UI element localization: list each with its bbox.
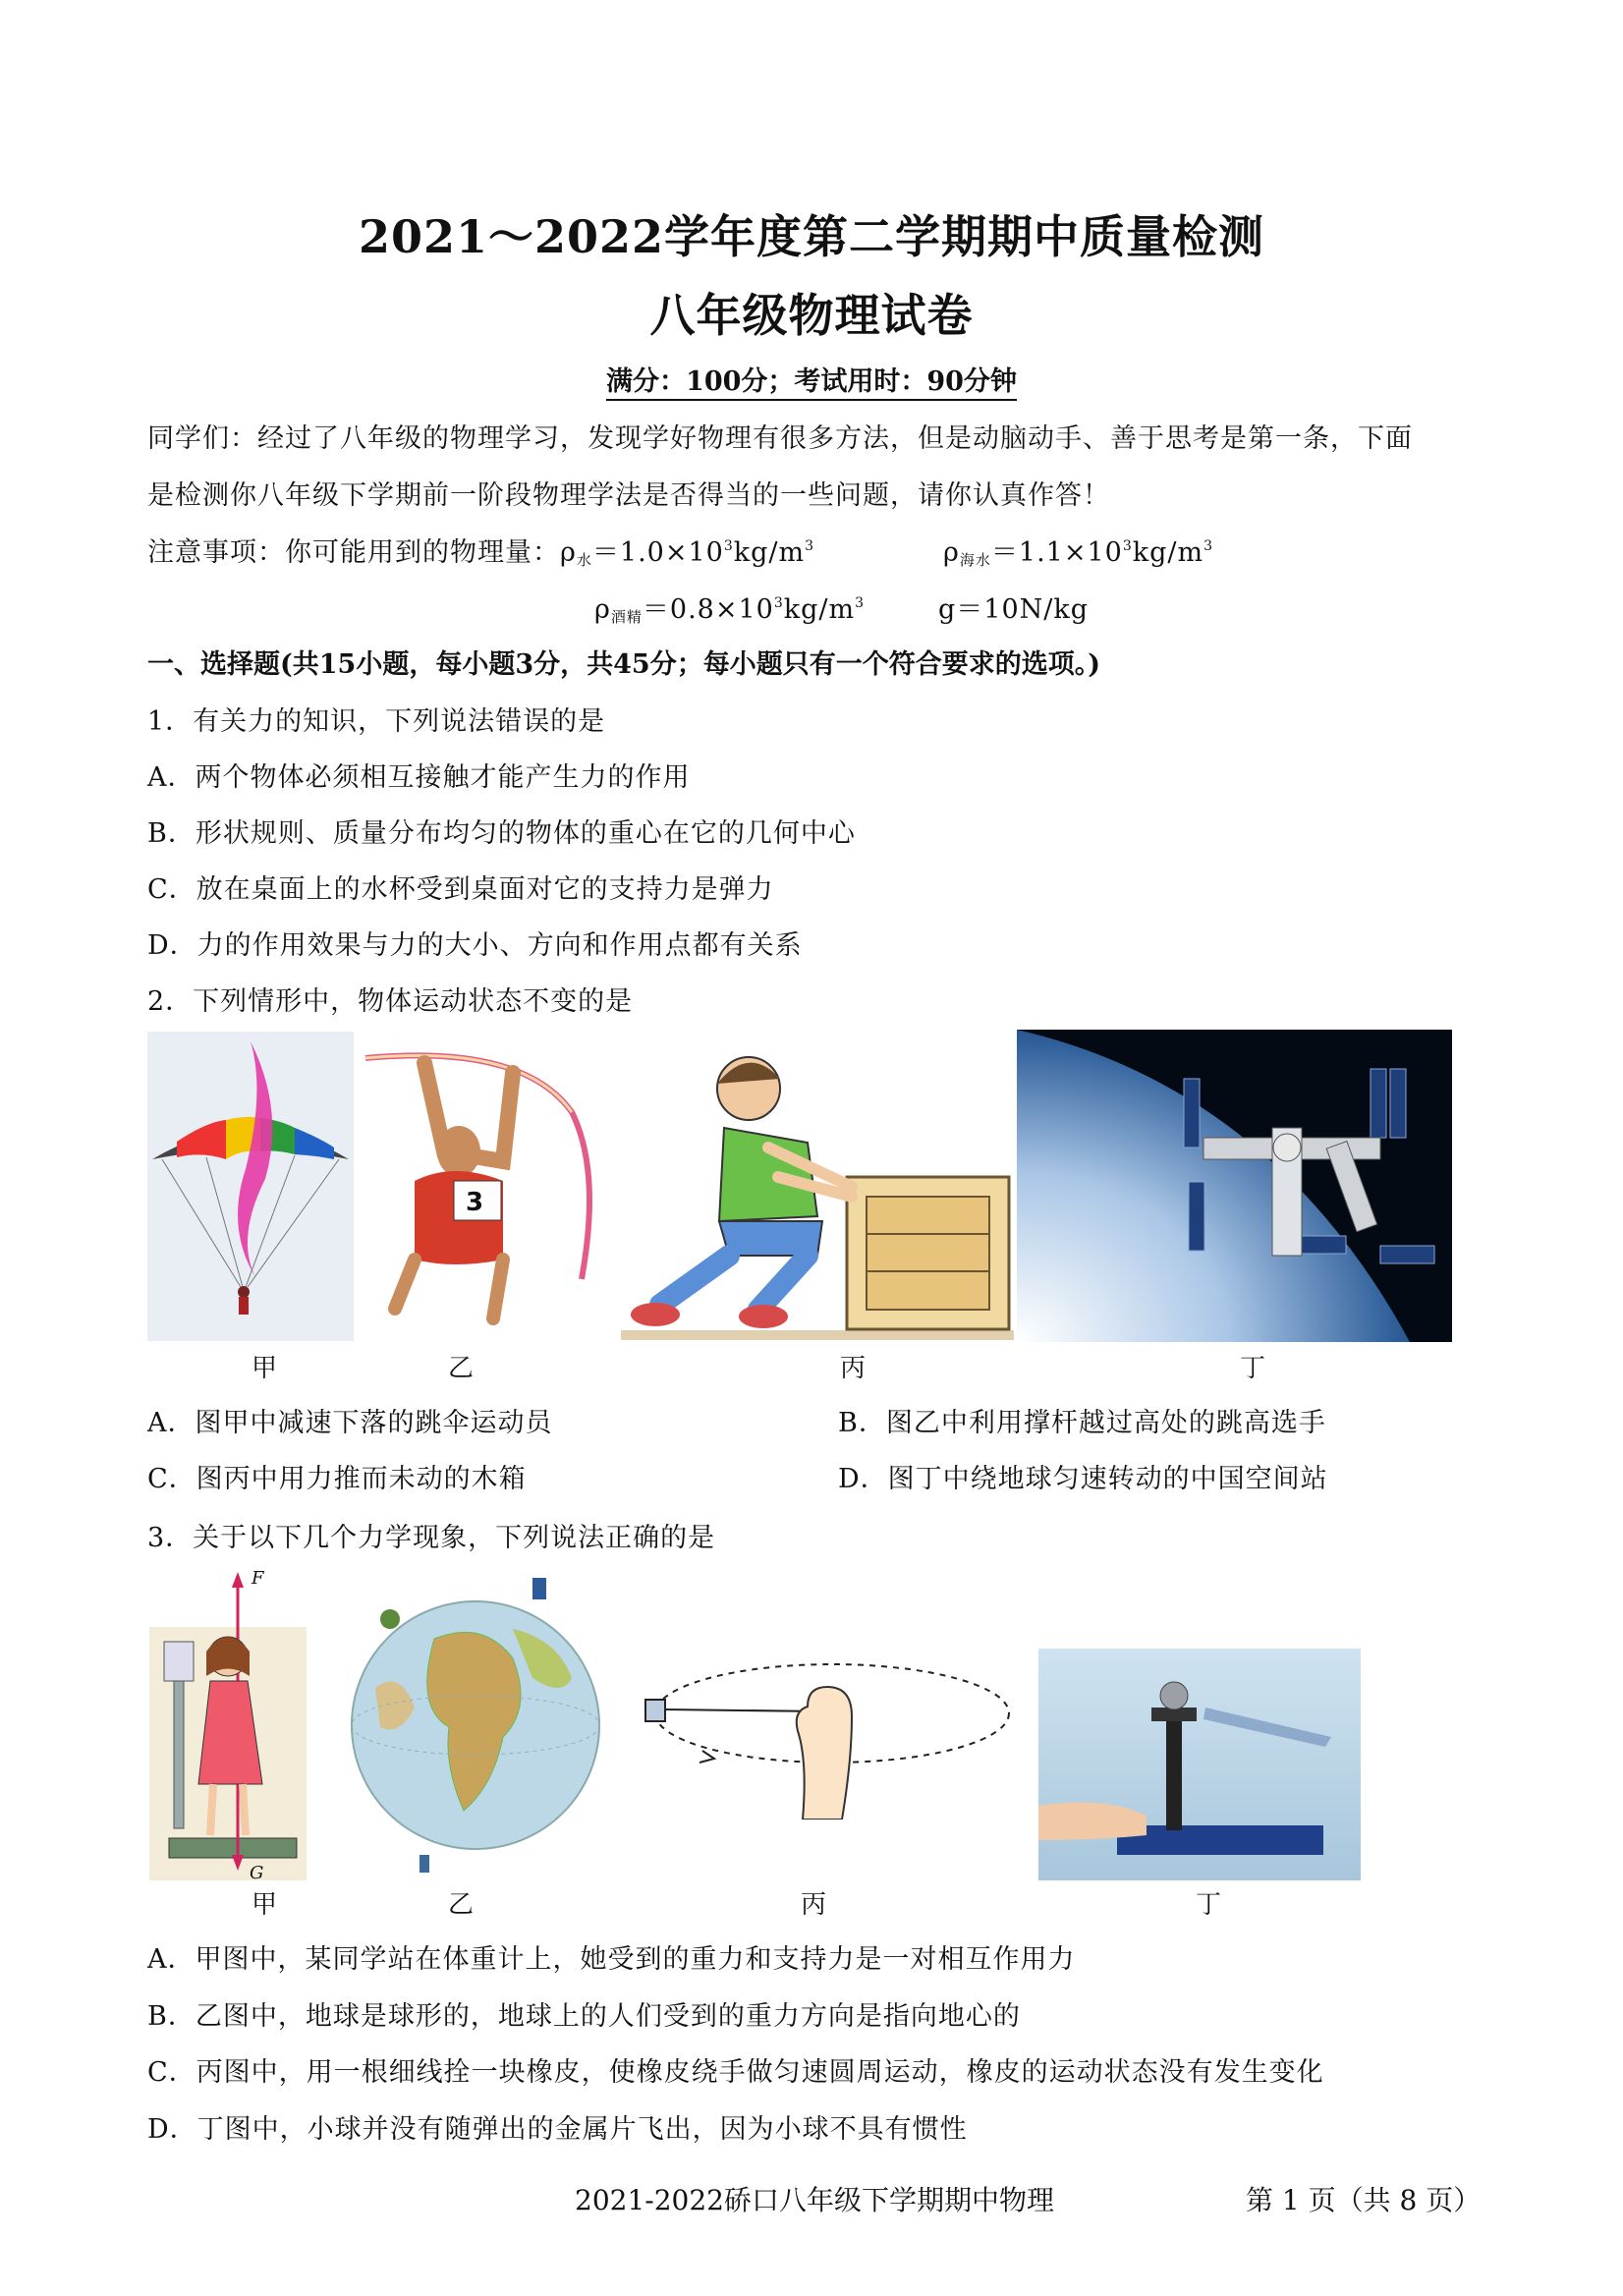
q2-option-a: A．图甲中减速下落的跳伞运动员	[147, 1408, 553, 1438]
q2-caption-jia: 甲	[252, 1354, 278, 1383]
exam-title: 2021～2022学年度第二学期期中质量检测	[358, 210, 1265, 263]
q1-option-a: A．两个物体必须相互接触才能产生力的作用	[147, 762, 691, 793]
q2-caption-ding: 丁	[1240, 1354, 1266, 1383]
q2-option-d: D．图丁中绕地球匀速转动的中国空间站	[838, 1464, 1328, 1494]
constants-row-1: 注意事项：你可能用到的物理量：$\rho_水=1.0\times 10^3kg/m^3$	[147, 537, 814, 569]
exam-subtitle: 八年级物理试卷	[649, 289, 974, 342]
q2-figure-space-station	[1017, 1030, 1452, 1342]
q3-option-c: C．丙图中，用一根细线拴一块橡皮，使橡皮绕手做匀速圆周运动，橡皮的运动状态没有发生变化	[147, 2057, 1324, 2088]
q3-figure-circular-motion	[641, 1643, 1019, 1820]
q3-figure-weight-scale	[149, 1568, 312, 1880]
q3-option-b: B．乙图中，地球是球形的，地球上的人们受到的重力方向是指向地心的	[147, 2001, 1021, 2032]
q3-option-a: A．甲图中，某同学站在体重计上，她受到的重力和支持力是一对相互作用力	[147, 1944, 1076, 1975]
constant-alcohol: $\rho_{酒精}=0.8\times 10^3kg/m^3$	[594, 594, 865, 626]
q3-figure-inertia-demo	[1038, 1649, 1361, 1880]
q3-figure-globe	[346, 1570, 609, 1882]
q1-stem: 1．有关力的知识，下列说法错误的是	[147, 706, 606, 737]
page-number: 第 1 页（共 8 页）	[1246, 2184, 1482, 2216]
q2-caption-yi: 乙	[448, 1354, 475, 1383]
intro-line-2: 是检测你八年级下学期前一阶段物理学法是否得当的一些问题，请你认真作答！	[147, 480, 1110, 511]
footer-title: 2021-2022硚口八年级下学期期中物理	[575, 2184, 1054, 2216]
q1-option-d: D．力的作用效果与力的大小、方向和作用点都有关系	[147, 930, 803, 961]
q3-caption-yi: 乙	[448, 1890, 475, 1920]
q2-figure-parachutist	[147, 1032, 354, 1341]
constant-g: g＝10N/kg	[938, 594, 1090, 625]
q3-caption-ding: 丁	[1196, 1890, 1222, 1920]
intro-line-1: 同学们：经过了八年级的物理学习，发现学好物理有很多方法，但是动脑动手、善于思考是第一条，下面	[147, 423, 1413, 454]
constants-label: 注意事项：你可能用到的物理量：	[147, 537, 560, 568]
score-info: 满分：100分；考试用时：90分钟	[0, 360, 1623, 398]
q1-option-b: B．形状规则、质量分布均匀的物体的重心在它的几何中心	[147, 818, 856, 849]
bib-number: 3	[466, 1188, 484, 1217]
q2-figure-pushing-box	[621, 1049, 1014, 1340]
q3-caption-bing: 丙	[801, 1890, 827, 1920]
q3-option-d: D．丁图中，小球并没有随弹出的金属片飞出，因为小球不具有惯性	[147, 2114, 968, 2145]
q2-option-c: C．图丙中用力推而未动的木箱	[147, 1464, 527, 1494]
constant-seawater: $\rho_{海水}=1.1\times 10^3kg/m^3$	[943, 537, 1213, 569]
q2-figure-pole-vaulter	[356, 1034, 601, 1328]
force-g-label: G	[250, 1863, 264, 1880]
q3-caption-jia: 甲	[252, 1890, 278, 1920]
q2-stem: 2．下列情形中，物体运动状态不变的是	[147, 986, 634, 1017]
force-f-label: F	[252, 1568, 264, 1589]
q2-caption-bing: 丙	[840, 1354, 867, 1383]
q1-option-c: C．放在桌面上的水杯受到桌面对它的支持力是弹力	[147, 874, 774, 905]
section-heading: 一、选择题(共15小题，每小题3分，共45分；每小题只有一个符合要求的选项。)	[147, 649, 1100, 680]
q3-stem: 3．关于以下几个力学现象，下列说法正确的是	[147, 1523, 716, 1553]
q2-option-b: B．图乙中利用撑杆越过高处的跳高选手	[838, 1408, 1326, 1438]
